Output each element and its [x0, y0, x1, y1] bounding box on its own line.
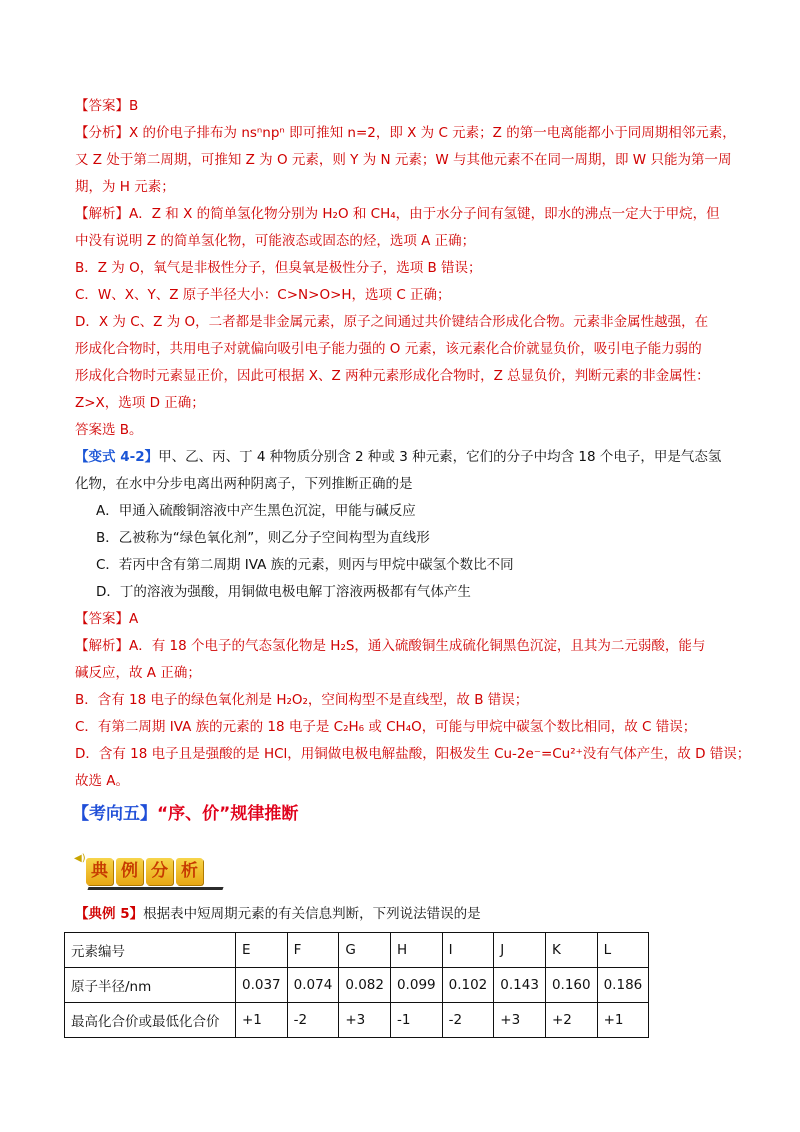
table-cell: 原子半径/nm — [65, 968, 236, 1003]
table-cell: E — [236, 933, 288, 968]
variant-tag: 【变式 4-2】 — [75, 449, 159, 465]
answer-choice-line: 答案选 B。 — [75, 422, 143, 438]
table-cell: +1 — [597, 1003, 649, 1038]
banner-underline — [87, 887, 223, 890]
explanation2-line-2: 碱反应，故 A 正确； — [75, 665, 201, 681]
answer-line-2: 【答案】A — [75, 611, 139, 627]
table-cell: +3 — [339, 1003, 391, 1038]
table-cell: -2 — [287, 1003, 339, 1038]
explanation2-option-c: C．有第二周期 IVA 族的元素的 18 电子是 C₂H₆ 或 CH₄O，可能与甲烷中碳氢个数比相同，故 C 错误； — [75, 719, 697, 735]
option-b: B．乙被称为“绿色氧化剂”，则乙分子空间构型为直线形 — [96, 530, 430, 546]
section-heading-bracket: 【考向五】 — [72, 804, 157, 824]
table-cell: -2 — [442, 1003, 494, 1038]
analysis-line-2: 又 Z 处于第二周期，可推知 Z 为 O 元素，则 Y 为 N 元素；W 与其他元素不在同一周期，即 W 只能为第一周 — [75, 152, 732, 168]
example-question — [75, 904, 735, 924]
explanation-option-d-3: 形成化合物时元素显正价，因此可根据 X、Z 两种元素形成化合物时，Z 总显负价，判断元素的非金属性： — [75, 368, 710, 384]
explanation2-option-d: D．含有 18 电子且是强酸的是 HCl，用铜做电极电解盐酸，阳极发生 Cu-2e⁻=Cu²⁺没有气体产生，故 D 错误； — [75, 746, 751, 762]
table-cell: 最高化合价或最低化合价 — [65, 1003, 236, 1038]
table-cell: G — [339, 933, 391, 968]
analysis-line-3: 期，为 H 元素； — [75, 179, 175, 195]
table-row — [65, 968, 649, 1003]
banner-char-1: 典 — [86, 858, 113, 885]
table-cell: I — [442, 933, 494, 968]
table-cell: 0.074 — [287, 968, 339, 1003]
option-c: C．若丙中含有第二周期 IVA 族的元素，则丙与甲烷中碳氢个数比不同 — [96, 557, 514, 573]
explanation2-option-b: B．含有 18 电子的绿色氧化剂是 H₂O₂，空间构型不是直线型，故 B 错误； — [75, 692, 529, 708]
table-cell: +3 — [494, 1003, 546, 1038]
explanation-option-b: B．Z 为 O，氧气是非极性分子，但臭氧是极性分子，选项 B 错误； — [75, 260, 482, 276]
table-row — [65, 933, 649, 968]
table-cell: 0.082 — [339, 968, 391, 1003]
explanation-option-d-4: Z>X，选项 D 正确； — [75, 395, 205, 411]
table-cell: 0.102 — [442, 968, 494, 1003]
banner-char-3: 分 — [146, 858, 173, 885]
variant-question-line-2: 化物，在水中分步电离出两种阴离子，下列推断正确的是 — [75, 476, 413, 492]
explanation2-conclusion: 故选 A。 — [75, 773, 130, 789]
explanation-line-1: 【解析】A．Z 和 X 的简单氢化物分别为 H₂O 和 CH₄，由于水分子间有氢键，即水的沸点一定大于甲烷，但 — [75, 206, 720, 222]
option-a: A．甲通入硫酸铜溶液中产生黑色沉淀，甲能与碱反应 — [96, 503, 416, 519]
table-cell: 0.160 — [545, 968, 597, 1003]
table-cell: H — [390, 933, 442, 968]
table-row — [65, 1003, 649, 1038]
table-cell: -1 — [390, 1003, 442, 1038]
variant-question-line-1 — [75, 447, 735, 467]
banner-char-2: 例 — [116, 858, 143, 885]
table-cell: 0.099 — [390, 968, 442, 1003]
section-heading-title: “序、价”规律推断 — [157, 804, 299, 824]
analysis-line-1: 【分析】X 的价电子排布为 nsⁿnpⁿ 即可推知 n=2，即 X 为 C 元素；Z 的第一电离能都小于同周期相邻元素， — [75, 125, 736, 141]
table-cell: L — [597, 933, 649, 968]
explanation2-line-1: 【解析】A．有 18 个电子的气态氢化物是 H₂S，通入硫酸铜生成硫化铜黑色沉淀，且其为二元弱酸，能与 — [75, 638, 706, 654]
example-analysis-banner — [74, 852, 224, 894]
table-cell: F — [287, 933, 339, 968]
explanation-option-d-2: 形成化合物时，共用电子对就偏向吸引电子能力强的 O 元素，该元素化合价就显负价，吸引电子能力弱的 — [75, 341, 702, 357]
table-cell: 0.143 — [494, 968, 546, 1003]
banner-char-4: 析 — [176, 858, 203, 885]
answer-line-1: 【答案】B — [75, 98, 139, 114]
table-cell: J — [494, 933, 546, 968]
example-text: 根据表中短周期元素的有关信息判断，下列说法错误的是 — [143, 906, 481, 922]
speaker-icon: ◀) — [74, 853, 86, 864]
explanation-option-c: C．W、X、Y、Z 原子半径大小：C>N>O>H，选项 C 正确； — [75, 287, 451, 303]
table-cell: +2 — [545, 1003, 597, 1038]
table-cell: 0.186 — [597, 968, 649, 1003]
example-tag: 【典例 5】 — [75, 906, 144, 922]
table-cell: K — [545, 933, 597, 968]
explanation-option-d-1: D．X 为 C、Z 为 O，二者都是非金属元素，原子之间通过共价键结合形成化合物。元素非金属性越强，在 — [75, 314, 709, 330]
table-cell: 元素编号 — [65, 933, 236, 968]
explanation-line-2: 中没有说明 Z 的简单氢化物，可能液态或固态的烃，选项 A 正确； — [75, 233, 476, 249]
table-cell: +1 — [236, 1003, 288, 1038]
option-d: D．丁的溶液为强酸，用铜做电极电解丁溶液两极都有气体产生 — [96, 584, 471, 600]
table-cell: 0.037 — [236, 968, 288, 1003]
element-info-table — [64, 932, 649, 1038]
section-heading — [72, 799, 298, 824]
variant-question-text: 甲、乙、丙、丁 4 种物质分别含 2 种或 3 种元素，它们的分子中均含 18 个电子，甲是气态氢 — [158, 449, 722, 465]
